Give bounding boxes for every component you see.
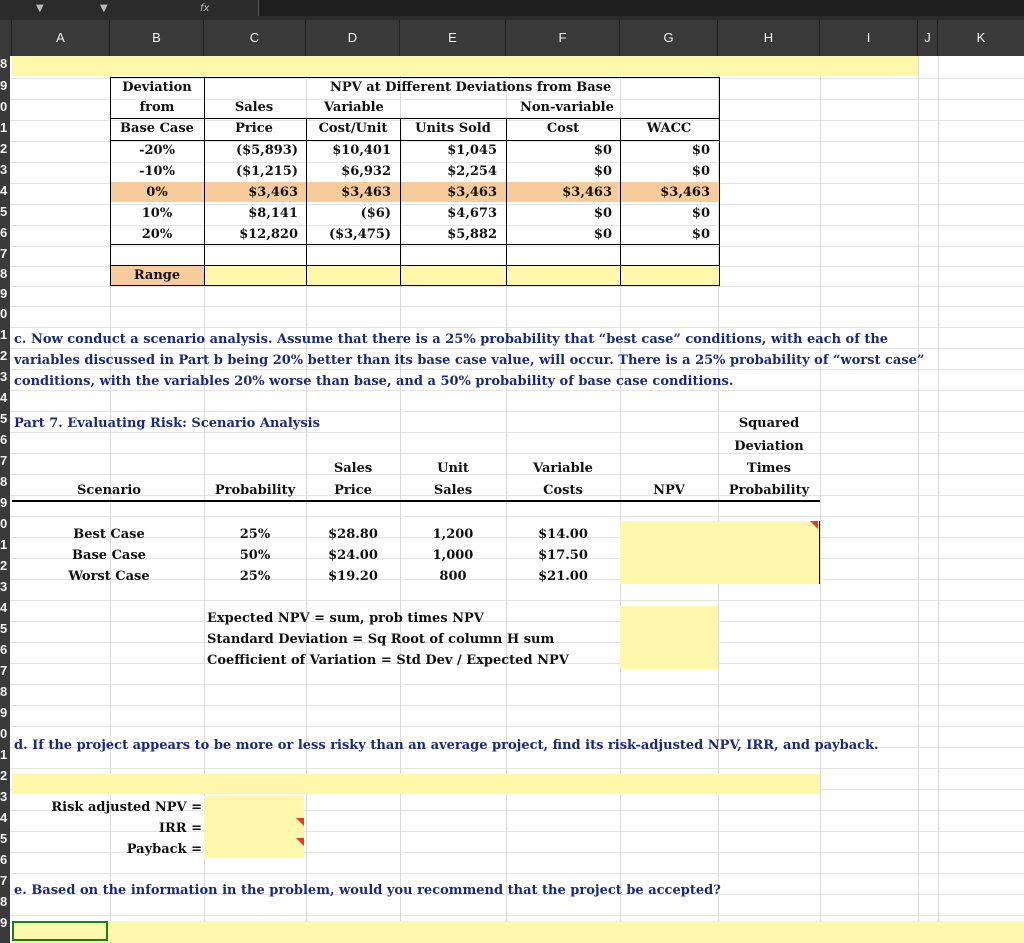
range-label: Range bbox=[133, 268, 181, 283]
table-cell: -20% bbox=[139, 143, 175, 158]
select-all-corner[interactable] bbox=[0, 20, 12, 56]
row-header[interactable]: 2 bbox=[0, 768, 8, 783]
table-cell: ($1,215) bbox=[235, 164, 298, 179]
sales-price-header: Sales bbox=[333, 461, 373, 476]
group-header: NPV at Different Deviations from Base bbox=[330, 80, 612, 95]
table-cell: $3,463 bbox=[341, 185, 391, 200]
table-cell: -10% bbox=[139, 164, 175, 179]
scenario-header: Scenario bbox=[77, 483, 141, 498]
row-header[interactable]: 6 bbox=[0, 432, 8, 447]
payback-label: Payback = bbox=[126, 842, 202, 857]
row-header[interactable]: 6 bbox=[0, 642, 8, 657]
row-header[interactable]: 2 bbox=[0, 348, 8, 363]
row-header[interactable]: 4 bbox=[0, 390, 8, 405]
part-c-text: conditions, with the variables 20% worse than base, and a 50% probability of base case conditions. bbox=[14, 374, 734, 389]
row-header[interactable]: 9 bbox=[0, 705, 8, 720]
scenario-cell: Worst Case bbox=[68, 569, 150, 584]
row-header[interactable]: 1 bbox=[0, 120, 8, 135]
column-header-f[interactable]: F bbox=[506, 20, 620, 56]
column-header-i[interactable]: I bbox=[820, 20, 918, 56]
price-header: Sales bbox=[234, 100, 274, 115]
row-header[interactable]: 5 bbox=[0, 621, 8, 636]
column-header-k[interactable]: K bbox=[976, 30, 986, 45]
table-cell: 25% bbox=[239, 527, 271, 542]
sq-dev-header: Squared bbox=[738, 416, 800, 431]
row-header[interactable]: 3 bbox=[0, 789, 8, 804]
table-cell: $24.00 bbox=[328, 548, 378, 563]
table-cell: $0 bbox=[691, 206, 710, 221]
dev-header: from bbox=[139, 100, 175, 115]
nonvar-header: Non-variable bbox=[520, 100, 614, 115]
table-cell: $4,673 bbox=[447, 206, 497, 221]
highlight-row bbox=[12, 774, 820, 794]
row-header[interactable]: 7 bbox=[0, 663, 8, 678]
row-header[interactable]: 2 bbox=[0, 141, 8, 156]
row-header[interactable]: 8 bbox=[0, 474, 8, 489]
table-cell: 800 bbox=[439, 569, 467, 584]
std-dev-label: Standard Deviation = Sq Root of column H sum bbox=[207, 632, 555, 647]
row-header[interactable]: 8 bbox=[0, 894, 8, 909]
unit-sales-header: Sales bbox=[433, 483, 473, 498]
dropdown-arrow-icon[interactable]: ▼ bbox=[100, 3, 108, 14]
table-cell: ($6) bbox=[360, 206, 391, 221]
table-cell: $28.80 bbox=[328, 527, 378, 542]
comment-marker-icon[interactable] bbox=[810, 521, 818, 529]
comment-marker-icon[interactable] bbox=[296, 818, 304, 826]
table-cell: $8,141 bbox=[248, 206, 298, 221]
column-header-c[interactable]: C bbox=[204, 20, 306, 56]
row-header[interactable]: 6 bbox=[0, 225, 8, 240]
table-cell: $5,882 bbox=[447, 227, 497, 242]
part-7-title: Part 7. Evaluating Risk: Scenario Analysis bbox=[14, 416, 320, 431]
row-header[interactable]: 0 bbox=[0, 726, 8, 741]
row-header[interactable]: 5 bbox=[0, 411, 8, 426]
column-header-b[interactable]: B bbox=[110, 20, 204, 56]
risk-npv-label: Risk adjusted NPV = bbox=[51, 800, 202, 815]
table-cell: 25% bbox=[239, 569, 271, 584]
row-header[interactable]: 5 bbox=[0, 831, 8, 846]
part-d-text: d. If the project appears to be more or less risky than an average project, find its risk-adjusted NPV, IRR, and payback. bbox=[14, 738, 879, 753]
varcost-header: Variable bbox=[324, 100, 384, 115]
fx-icon: fx bbox=[200, 3, 210, 14]
table-cell: $14.00 bbox=[538, 527, 588, 542]
expected-npv-input-cells[interactable] bbox=[620, 606, 718, 669]
table-cell: $1,045 bbox=[447, 143, 497, 158]
var-costs-header: Variable bbox=[533, 461, 593, 476]
table-cell: $19.20 bbox=[328, 569, 378, 584]
expected-npv-label: Expected NPV = sum, prob times NPV bbox=[207, 611, 484, 626]
range-input-cells[interactable] bbox=[204, 265, 720, 285]
sq-dev-header: Deviation bbox=[734, 439, 804, 454]
row-header[interactable]: 2 bbox=[0, 558, 8, 573]
scenario-cell: Base Case bbox=[72, 548, 146, 563]
table-cell: $0 bbox=[691, 227, 710, 242]
column-header-g[interactable]: G bbox=[620, 20, 718, 56]
row-header[interactable]: 3 bbox=[0, 162, 8, 177]
table-cell: $10,401 bbox=[332, 143, 391, 158]
scenario-cell: Best Case bbox=[73, 527, 145, 542]
units-header: Units Sold bbox=[415, 121, 491, 136]
table-cell: $3,463 bbox=[447, 185, 497, 200]
row-header[interactable]: 4 bbox=[0, 183, 8, 198]
npv-input-cells[interactable] bbox=[620, 521, 820, 584]
formula-input[interactable] bbox=[258, 0, 1024, 16]
column-header-d[interactable]: D bbox=[306, 20, 400, 56]
table-cell: 50% bbox=[239, 548, 271, 563]
table-cell: 0% bbox=[146, 185, 168, 200]
table-cell: $0 bbox=[593, 164, 612, 179]
comment-marker-icon[interactable] bbox=[296, 838, 304, 846]
row-header[interactable]: 1 bbox=[0, 327, 8, 342]
table-cell: $17.50 bbox=[538, 548, 588, 563]
npv-header: NPV bbox=[653, 483, 685, 498]
row-header[interactable]: 8 bbox=[0, 684, 8, 699]
row-header[interactable]: 6 bbox=[0, 852, 8, 867]
table-cell: $0 bbox=[691, 164, 710, 179]
row-header[interactable]: 9 bbox=[0, 286, 8, 301]
table-cell: 20% bbox=[141, 227, 173, 242]
highlight-row bbox=[12, 56, 918, 76]
wacc-header: WACC bbox=[646, 121, 692, 136]
probability-header: Probability bbox=[214, 483, 296, 498]
part-c-text: variables discussed in Part b being 20% better than its base case value, will occur. There is a 25% probability of “worst case” bbox=[14, 353, 925, 368]
column-header-e[interactable]: E bbox=[400, 20, 506, 56]
table-cell: $21.00 bbox=[538, 569, 588, 584]
formula-bar bbox=[0, 0, 1024, 20]
column-header-h[interactable]: H bbox=[718, 20, 820, 56]
column-header-j[interactable]: J bbox=[918, 20, 938, 56]
row-header[interactable]: 9 bbox=[0, 915, 8, 930]
dev-header: Base Case bbox=[120, 121, 194, 136]
part-e-text: e. Based on the information in the problem, would you recommend that the project be accepted? bbox=[14, 883, 721, 898]
nonvar-header: Cost bbox=[546, 121, 580, 136]
table-cell: $3,463 bbox=[660, 185, 710, 200]
row-header[interactable]: 0 bbox=[0, 516, 8, 531]
dev-header: Deviation bbox=[122, 80, 192, 95]
var-costs-header: Costs bbox=[543, 483, 583, 498]
row-header[interactable]: 8 bbox=[0, 56, 8, 71]
row-header[interactable]: 0 bbox=[0, 306, 8, 321]
row-header[interactable]: 0 bbox=[0, 99, 8, 114]
row-header[interactable]: 7 bbox=[0, 453, 8, 468]
table-cell: 1,200 bbox=[432, 527, 474, 542]
dropdown-arrow-icon[interactable]: ▼ bbox=[36, 3, 44, 14]
row-header[interactable]: 7 bbox=[0, 873, 8, 888]
unit-sales-header: Unit bbox=[437, 461, 469, 476]
row-header[interactable]: 9 bbox=[0, 495, 8, 510]
part-c-text: c. Now conduct a scenario analysis. Assume that there is a 25% probability that “best case” conditions, with each of the bbox=[14, 332, 889, 347]
sales-price-header: Price bbox=[334, 483, 372, 498]
table-cell: ($5,893) bbox=[235, 143, 298, 158]
row-header[interactable]: 1 bbox=[0, 747, 8, 762]
table-cell: 10% bbox=[141, 206, 173, 221]
row-header[interactable]: 3 bbox=[0, 579, 8, 594]
row-header[interactable]: 4 bbox=[0, 810, 8, 825]
row-header[interactable]: 1 bbox=[0, 537, 8, 552]
sq-dev-header: Probability bbox=[728, 483, 810, 498]
table-cell: 1,000 bbox=[432, 548, 474, 563]
varcost-header: Cost/Unit bbox=[318, 121, 388, 136]
irr-label: IRR = bbox=[158, 821, 202, 836]
coef-var-label: Coefficient of Variation = Std Dev / Expected NPV bbox=[207, 653, 569, 668]
table-cell: $0 bbox=[691, 143, 710, 158]
row-header[interactable]: 3 bbox=[0, 369, 8, 384]
column-header-a[interactable]: A bbox=[12, 20, 110, 56]
table-cell: $3,463 bbox=[248, 185, 298, 200]
table-cell: $0 bbox=[593, 143, 612, 158]
table-cell: $2,254 bbox=[447, 164, 497, 179]
row-header[interactable]: 9 bbox=[0, 78, 8, 93]
row-header[interactable]: 4 bbox=[0, 600, 8, 615]
table-cell: ($3,475) bbox=[328, 227, 391, 242]
row-header[interactable]: 8 bbox=[0, 266, 8, 281]
price-header: Price bbox=[235, 121, 273, 136]
table-cell: $0 bbox=[593, 227, 612, 242]
sq-dev-header: Times bbox=[747, 461, 791, 476]
table-cell: $12,820 bbox=[239, 227, 298, 242]
table-cell: $3,463 bbox=[562, 185, 612, 200]
row-header[interactable]: 5 bbox=[0, 204, 8, 219]
table-cell: $6,932 bbox=[341, 164, 391, 179]
selected-cell[interactable] bbox=[12, 921, 108, 941]
answer-row[interactable] bbox=[12, 921, 1024, 943]
row-header[interactable]: 7 bbox=[0, 246, 8, 261]
risk-adjusted-input-cells[interactable] bbox=[204, 796, 304, 858]
table-cell: $0 bbox=[593, 206, 612, 221]
